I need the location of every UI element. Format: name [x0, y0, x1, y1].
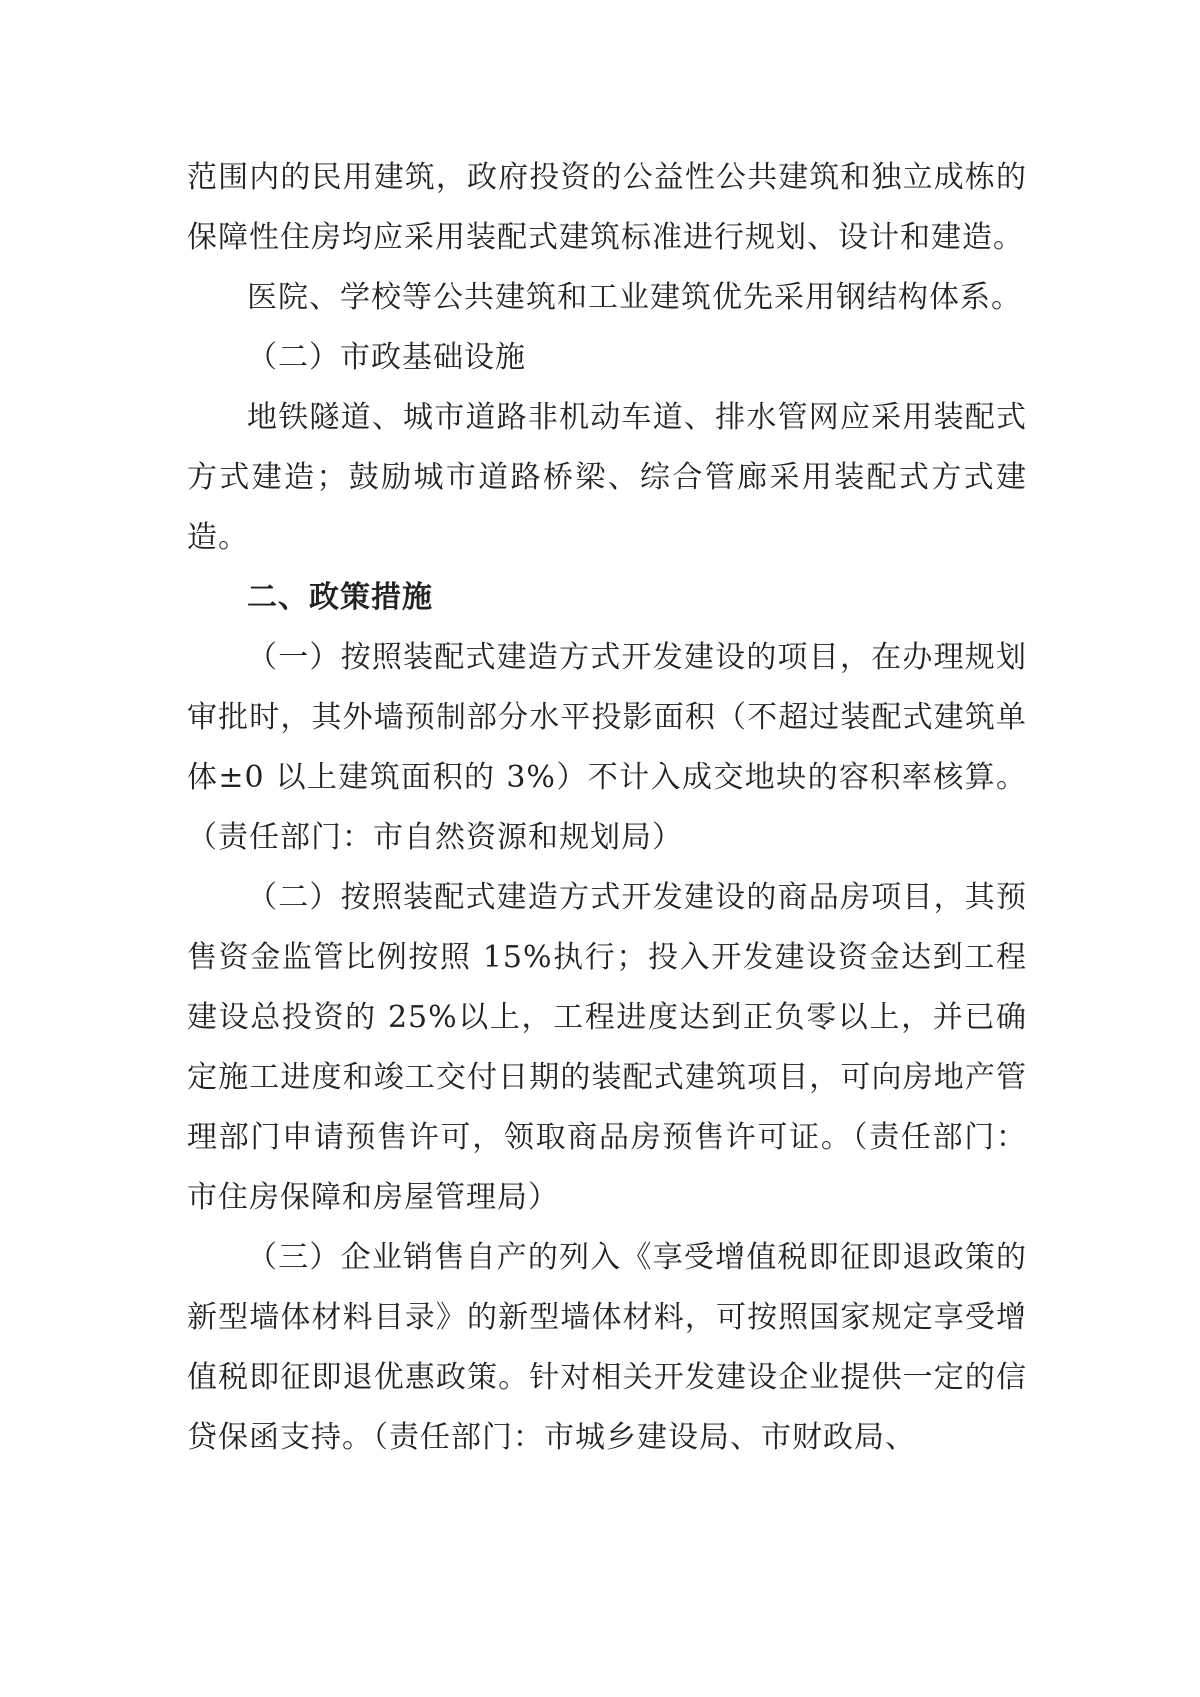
paragraph-measure-2: （二）按照装配式建造方式开发建设的商品房项目，其预售资金监管比例按照 15%执行；投入开发建设资金达到工程建设总投资的 25%以上，工程进度达到正负零以上，并已确定施工进度和竣工交付日期的装配式建筑项目，可向房地产管理部门申请预售许可，领取商品房预售许可证。（责任部门：市住房保障和房屋管理局）	[187, 880, 1027, 1215]
paragraph-measure-1: （一）按照装配式建造方式开发建设的项目，在办理规划审批时，其外墙预制部分水平投影面积（不超过装配式建筑单体±0 以上建筑面积的 3%）不计入成交地块的容积率核算。（责任部门：市自然资源和规划局）	[187, 640, 1027, 855]
paragraph-measure-3: （三）企业销售自产的列入《享受增值税即征即退政策的新型墙体材料目录》的新型墙体材料，可按照国家规定享受增值税即征即退优惠政策。针对相关开发建设企业提供一定的信贷保函支持。（责任部门：市城乡建设局、市财政局、	[187, 1240, 1027, 1455]
section-heading-policy-measures: 二、政策措施	[247, 580, 433, 615]
paragraph-steel-structure: 医院、学校等公共建筑和工业建筑优先采用钢结构体系。	[247, 280, 1022, 315]
document-body	[187, 148, 1027, 1468]
paragraph-scope-continuation: 范围内的民用建筑，政府投资的公益性公共建筑和独立成栋的保障性住房均应采用装配式建筑标准进行规划、设计和建造。	[187, 160, 1027, 255]
paragraph-municipal-infrastructure: 地铁隧道、城市道路非机动车道、排水管网应采用装配式方式建造；鼓励城市道路桥梁、综合管廊采用装配式方式建造。	[187, 400, 1027, 555]
subheading-municipal-infrastructure: （二）市政基础设施	[247, 340, 526, 375]
